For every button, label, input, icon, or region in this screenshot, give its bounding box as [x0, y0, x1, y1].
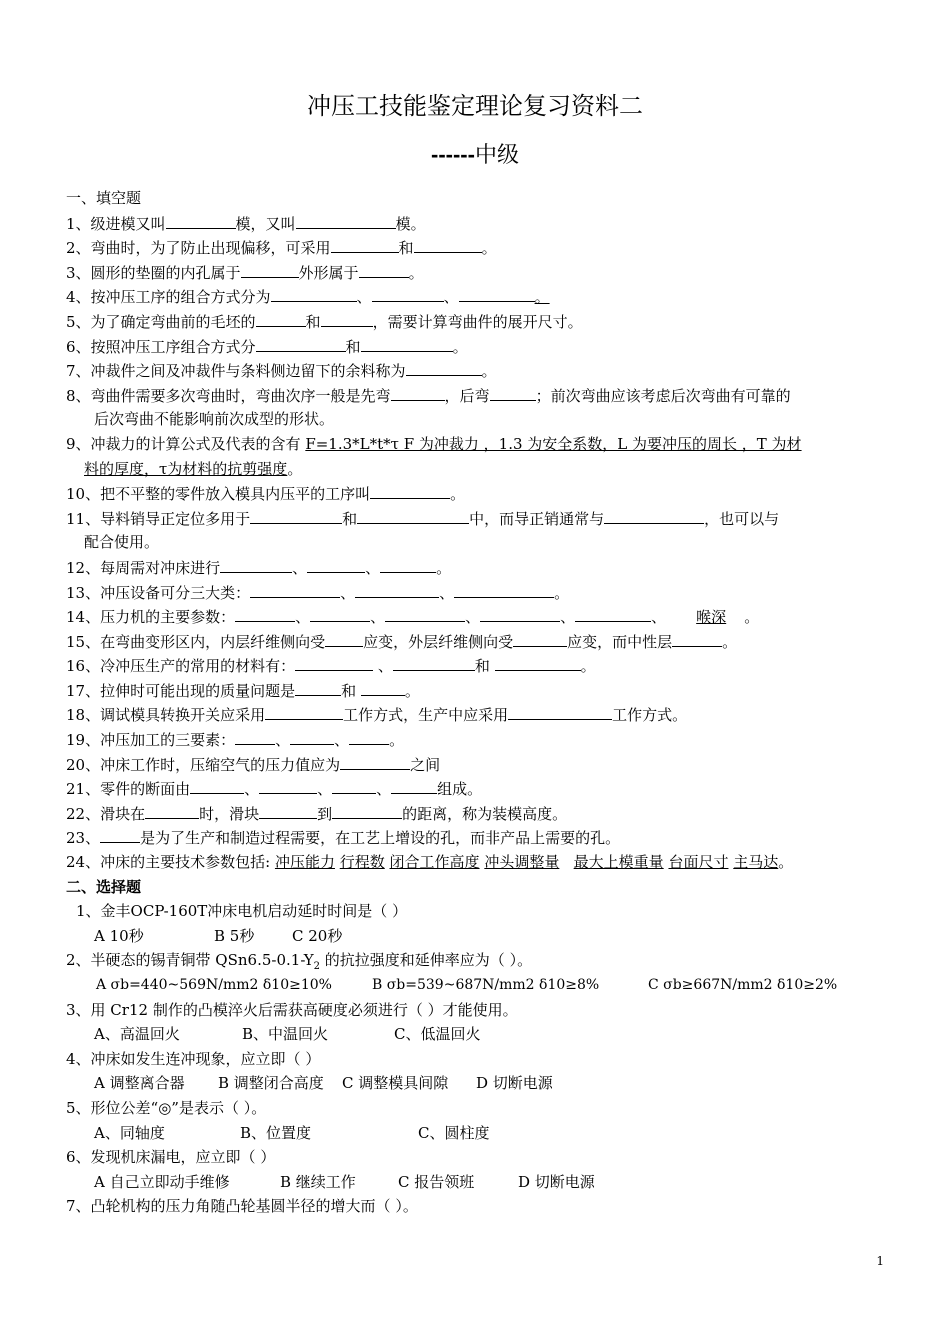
blank [385, 604, 465, 622]
blank [325, 629, 363, 647]
subtitle-dashes: ------ [431, 142, 475, 167]
choice-5-question: 5、形位公差“◎”是表示（ ）。 [66, 1098, 267, 1117]
blank [190, 776, 244, 794]
blank [575, 604, 651, 622]
choice-6-question: 6、发现机床漏电，应立即（ ） [66, 1148, 276, 1167]
question-3: 3、圆形的垫圈的内孔属于 外形属于 。 [66, 260, 886, 285]
blank [359, 260, 409, 278]
choice-1-options: A 10秒 B 5秒 C 20秒 [94, 926, 343, 945]
question-24: 24、冲床的主要技术参数包括: 冲压能力 行程数 闭合工作高度 冲头调整量 最大上模重量 台面尺寸 主马达。 [66, 853, 794, 872]
choice-5-options: A、同轴度 B、位置度 C、圆柱度 [94, 1123, 490, 1142]
blank [295, 678, 341, 696]
blank [454, 580, 554, 598]
blank [166, 211, 236, 229]
blank [355, 580, 439, 598]
blank [321, 309, 373, 327]
blank [265, 702, 343, 720]
question-9: 9、冲裁力的计算公式及代表的含有 F=1.3*L*t*τ F 为冲裁力 ，1.3 为安全系数，L 为要冲压的周长 ，T 为材 [66, 434, 802, 453]
question-19: 19、冲压加工的三要素： 、 、 。 [66, 727, 886, 752]
choice-3-options: A、高温回火 B、中温回火 C、低温回火 [94, 1025, 481, 1044]
blank [250, 580, 340, 598]
blank [296, 211, 396, 229]
question-14: 14、压力机的主要参数： 、 、 、 、 、 喉深 。 [66, 604, 886, 629]
blank [349, 727, 389, 745]
question-20: 20、冲床工作时，压缩空气的压力值应为 之间 [66, 752, 886, 777]
blank [391, 383, 445, 401]
page-title: 冲压工技能鉴定理论复习资料二 [307, 92, 643, 120]
blank [459, 284, 535, 302]
question-15: 15、在弯曲变形区内，内层纤维侧向受 应变，外层纤维侧向受 应变，而中性层 。 [66, 629, 886, 654]
blank [259, 801, 317, 819]
choice-7-question: 7、凸轮机构的压力角随凸轮基圆半径的增大而（ ）。 [66, 1197, 418, 1216]
blank [361, 678, 405, 696]
choice-6-options: A 自己立即动手维修 B 继续工作 C 报告领班 D 切断电源 [94, 1172, 595, 1191]
blank [604, 506, 704, 524]
question-12: 12、每周需对冲床进行 、 、 。 [66, 555, 886, 580]
choice-2-options: A σb=440~569N/mm2 δ10≥10% B σb=539~687N/mm2 δ10≥8% C σb≥667N/mm2 δ10≥2% [96, 977, 838, 993]
question-8-cont: 后次弯曲不能影响前次成型的形状。 [94, 410, 335, 429]
blank [391, 776, 437, 794]
blank [672, 629, 722, 647]
blank [256, 309, 306, 327]
question-21: 21、零件的断面由 、 、 、 组成。 [66, 776, 886, 801]
question-6: 6、按照冲压工序组合方式分 和 。 [66, 334, 886, 359]
blank [290, 727, 334, 745]
blank [480, 604, 560, 622]
blank [495, 653, 581, 671]
blank [357, 506, 469, 524]
section-fill-blank: 一、填空题 [66, 189, 142, 207]
blank [361, 334, 453, 352]
choice-3-question: 3、用 Cr12 制作的凸模淬火后需获高硬度必须进行（ ）才能使用。 [66, 1000, 518, 1019]
blank [372, 284, 444, 302]
section-multiple-choice: 二、选择题 [66, 877, 142, 896]
blank [295, 653, 373, 671]
blank [235, 727, 275, 745]
blank [235, 604, 295, 622]
blank [331, 235, 399, 253]
question-4: 4、按冲压工序的组合方式分为 、 、 。 [66, 284, 886, 309]
question-8: 8、弯曲件需要多次弯曲时，弯曲次序一般是先弯 ，后弯 ；前次弯曲应该考虑后次弯曲有可靠的 [66, 383, 886, 408]
question-5: 5、为了确定弯曲前的毛坯的 和 ，需要计算弯曲件的展开尺寸。 [66, 309, 886, 334]
question-list [66, 186, 886, 1219]
question-11-cont: 配合使用。 [84, 533, 160, 552]
question-22: 22、滑块在 时，滑块 到 的距离，称为装模高度。 [66, 801, 886, 826]
question-13: 13、冲压设备可分三大类： 、 、 。 [66, 580, 886, 605]
blank [340, 752, 410, 770]
blank [220, 555, 292, 573]
question-11: 11、导料销导正定位多用于 和 中，而导正销通常与 ，也可以与 [66, 506, 886, 531]
blank [310, 604, 370, 622]
question-18: 18、调试模具转换开关应采用 工作方式，生产中应采用 工作方式。 [66, 702, 886, 727]
blank [508, 702, 612, 720]
question-7: 7、冲裁件之间及冲裁件与条料侧边留下的余料称为 。 [66, 358, 886, 383]
choice-4-options: A 调整离合器 B 调整闭合高度 C 调整模具间隙 D 切断电源 [94, 1074, 553, 1093]
question-2: 2、弯曲时，为了防止出现偏移，可采用 和 。 [66, 235, 886, 260]
question-1: 1、级进模又叫 模，又叫 模。 [66, 211, 886, 236]
blank [241, 260, 299, 278]
blank [100, 825, 140, 843]
subtitle-level: 中级 [474, 143, 519, 168]
blank [332, 776, 376, 794]
blank [370, 481, 450, 499]
blank [307, 555, 365, 573]
page-number: 1 [876, 1254, 884, 1268]
blank [145, 801, 199, 819]
blank [490, 383, 536, 401]
question-10: 10、把不平整的零件放入模具内压平的工序叫 。 [66, 481, 886, 506]
choice-1-question: 1、金丰OCP-160T冲床电机启动延时时间是（ ） [76, 902, 408, 921]
blank [414, 235, 482, 253]
question-16: 16、冷冲压生产的常用的材料有： 、 和 。 [66, 653, 886, 678]
question-17: 17、拉伸时可能出现的质量问题是 和 。 [66, 678, 886, 703]
blank [380, 555, 436, 573]
blank [259, 776, 317, 794]
blank [406, 358, 482, 376]
choice-2-question: 2、半硬态的锡青铜带 $QSn6.5-0.1-Y_2$ 的抗拉强度和延伸率应为（ ）。 [66, 951, 533, 973]
blank [271, 284, 357, 302]
blank [256, 334, 346, 352]
question-9-cont: 料的厚度，τ为材料的抗剪强度。 [84, 459, 303, 478]
page-subtitle [0, 138, 950, 169]
blank [393, 653, 475, 671]
blank [513, 629, 567, 647]
choice-4-question: 4、冲床如发生连冲现象，应立即（ ） [66, 1049, 321, 1068]
question-23: 23、 是为了生产和制造过程需要，在工艺上增设的孔，而非产品上需要的孔。 [66, 825, 886, 850]
blank [250, 506, 342, 524]
blank [332, 801, 402, 819]
